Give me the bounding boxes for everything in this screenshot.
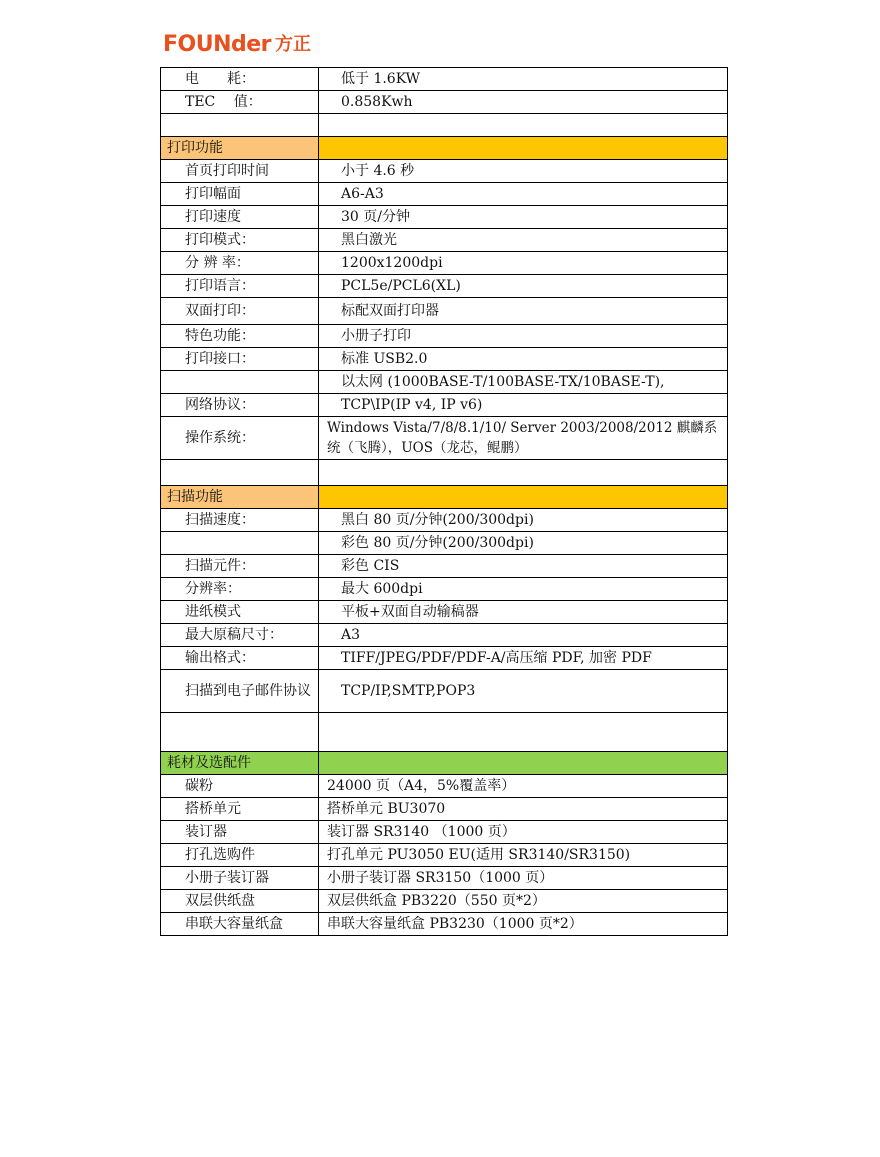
spec-value: 小于 4.6 秒 bbox=[319, 160, 728, 183]
section-header-consumables bbox=[161, 752, 728, 775]
table-row bbox=[161, 68, 728, 91]
spec-value: Windows Vista/7/8/8.1/10/ Server 2003/2008/2012 麒麟系统（飞腾），UOS（龙芯，鲲鹏） bbox=[319, 417, 728, 460]
table-row-spacer bbox=[161, 713, 728, 752]
table-row bbox=[161, 394, 728, 417]
spec-value: 双层供纸盒 PB3220（550 页*2） bbox=[319, 890, 728, 913]
table-row bbox=[161, 867, 728, 890]
spec-value: 低于 1.6KW bbox=[319, 68, 728, 91]
section-header-scan bbox=[161, 486, 728, 509]
spec-key: 分 辨 率： bbox=[161, 252, 319, 275]
table-row bbox=[161, 275, 728, 298]
spec-key: 扫描速度： bbox=[161, 509, 319, 532]
spec-key: 扫描元件： bbox=[161, 555, 319, 578]
section-title: 打印功能 bbox=[161, 137, 319, 160]
spec-value bbox=[319, 114, 728, 137]
spec-key: 打印模式： bbox=[161, 229, 319, 252]
spec-key: 碳粉 bbox=[161, 775, 319, 798]
spec-key bbox=[161, 713, 319, 752]
spec-value: 装订器 SR3140 （1000 页） bbox=[319, 821, 728, 844]
spec-value: 标配双面打印器 bbox=[319, 298, 728, 325]
spec-value bbox=[319, 460, 728, 486]
table-row bbox=[161, 160, 728, 183]
spec-key: 打印速度 bbox=[161, 206, 319, 229]
spec-value: 黑白激光 bbox=[319, 229, 728, 252]
spec-key bbox=[161, 532, 319, 555]
spec-value: 以太网 (1000BASE-T/100BASE-TX/10BASE-T), bbox=[319, 371, 728, 394]
spec-value: 打孔单元 PU3050 EU(适用 SR3140/SR3150) bbox=[319, 844, 728, 867]
table-row bbox=[161, 371, 728, 394]
spec-value: TCP\IP(IP v4, IP v6) bbox=[319, 394, 728, 417]
spec-value: 最大 600dpi bbox=[319, 578, 728, 601]
section-fill bbox=[319, 486, 728, 509]
spec-value: 标准 USB2.0 bbox=[319, 348, 728, 371]
table-row bbox=[161, 601, 728, 624]
table-row bbox=[161, 913, 728, 936]
spec-key: 打印幅面 bbox=[161, 183, 319, 206]
table-row bbox=[161, 509, 728, 532]
table-row bbox=[161, 325, 728, 348]
table-row-spacer bbox=[161, 114, 728, 137]
spec-key: 最大原稿尺寸： bbox=[161, 624, 319, 647]
spec-key: 操作系统： bbox=[161, 417, 319, 460]
spec-value: A3 bbox=[319, 624, 728, 647]
spec-key: 扫描到电子邮件协议 bbox=[161, 670, 319, 713]
section-title: 耗材及选配件 bbox=[161, 752, 319, 775]
table-row bbox=[161, 229, 728, 252]
spec-value: 0.858Kwh bbox=[319, 91, 728, 114]
table-row bbox=[161, 298, 728, 325]
spec-key: 串联大容量纸盒 bbox=[161, 913, 319, 936]
table-row bbox=[161, 821, 728, 844]
spec-key: 首页打印时间 bbox=[161, 160, 319, 183]
spec-value: 彩色 80 页/分钟(200/300dpi) bbox=[319, 532, 728, 555]
spec-key: 分辨率： bbox=[161, 578, 319, 601]
table-row bbox=[161, 91, 728, 114]
table-row bbox=[161, 417, 728, 460]
spec-key: TEC 值： bbox=[161, 91, 319, 114]
spec-value: 平板+双面自动输稿器 bbox=[319, 601, 728, 624]
table-row-spacer bbox=[161, 460, 728, 486]
spec-value: 彩色 CIS bbox=[319, 555, 728, 578]
table-row bbox=[161, 206, 728, 229]
table-row bbox=[161, 555, 728, 578]
spec-value: 1200x1200dpi bbox=[319, 252, 728, 275]
spec-key: 进纸模式 bbox=[161, 601, 319, 624]
table-row bbox=[161, 775, 728, 798]
section-fill bbox=[319, 137, 728, 160]
founder-logo bbox=[163, 34, 311, 56]
spec-value: A6-A3 bbox=[319, 183, 728, 206]
spec-table bbox=[160, 67, 728, 936]
table-row bbox=[161, 348, 728, 371]
spec-key: 打印接口： bbox=[161, 348, 319, 371]
table-row bbox=[161, 252, 728, 275]
spec-value: 串联大容量纸盒 PB3230（1000 页*2） bbox=[319, 913, 728, 936]
spec-value bbox=[319, 713, 728, 752]
spec-key: 双层供纸盘 bbox=[161, 890, 319, 913]
spec-key: 电 耗： bbox=[161, 68, 319, 91]
section-fill bbox=[319, 752, 728, 775]
spec-value: 小册子打印 bbox=[319, 325, 728, 348]
spec-key: 搭桥单元 bbox=[161, 798, 319, 821]
table-row bbox=[161, 624, 728, 647]
spec-key bbox=[161, 114, 319, 137]
spec-value: TCP/IP,SMTP,POP3 bbox=[319, 670, 728, 713]
section-header-print bbox=[161, 137, 728, 160]
spec-key: 特色功能： bbox=[161, 325, 319, 348]
spec-key: 输出格式： bbox=[161, 647, 319, 670]
table-row bbox=[161, 798, 728, 821]
spec-key: 网络协议： bbox=[161, 394, 319, 417]
spec-value: 30 页/分钟 bbox=[319, 206, 728, 229]
spec-value: 24000 页（A4，5%覆盖率） bbox=[319, 775, 728, 798]
spec-key: 装订器 bbox=[161, 821, 319, 844]
spec-key: 双面打印： bbox=[161, 298, 319, 325]
spec-value: PCL5e/PCL6(XL) bbox=[319, 275, 728, 298]
table-row bbox=[161, 670, 728, 713]
spec-value: 小册子装订器 SR3150（1000 页） bbox=[319, 867, 728, 890]
spec-value: TIFF/JPEG/PDF/PDF-A/高压缩 PDF, 加密 PDF bbox=[319, 647, 728, 670]
logo-wordmark: FOUNder bbox=[163, 32, 272, 57]
spec-value: 搭桥单元 BU3070 bbox=[319, 798, 728, 821]
spec-key: 打印语言： bbox=[161, 275, 319, 298]
table-row bbox=[161, 844, 728, 867]
table-row bbox=[161, 532, 728, 555]
section-title: 扫描功能 bbox=[161, 486, 319, 509]
spec-key: 打孔选购件 bbox=[161, 844, 319, 867]
table-row bbox=[161, 647, 728, 670]
spec-key: 小册子装订器 bbox=[161, 867, 319, 890]
spec-key bbox=[161, 371, 319, 394]
table-row bbox=[161, 578, 728, 601]
spec-value: 黑白 80 页/分钟(200/300dpi) bbox=[319, 509, 728, 532]
logo-chinese: 方正 bbox=[275, 34, 312, 55]
table-row bbox=[161, 183, 728, 206]
table-row bbox=[161, 890, 728, 913]
spec-key bbox=[161, 460, 319, 486]
